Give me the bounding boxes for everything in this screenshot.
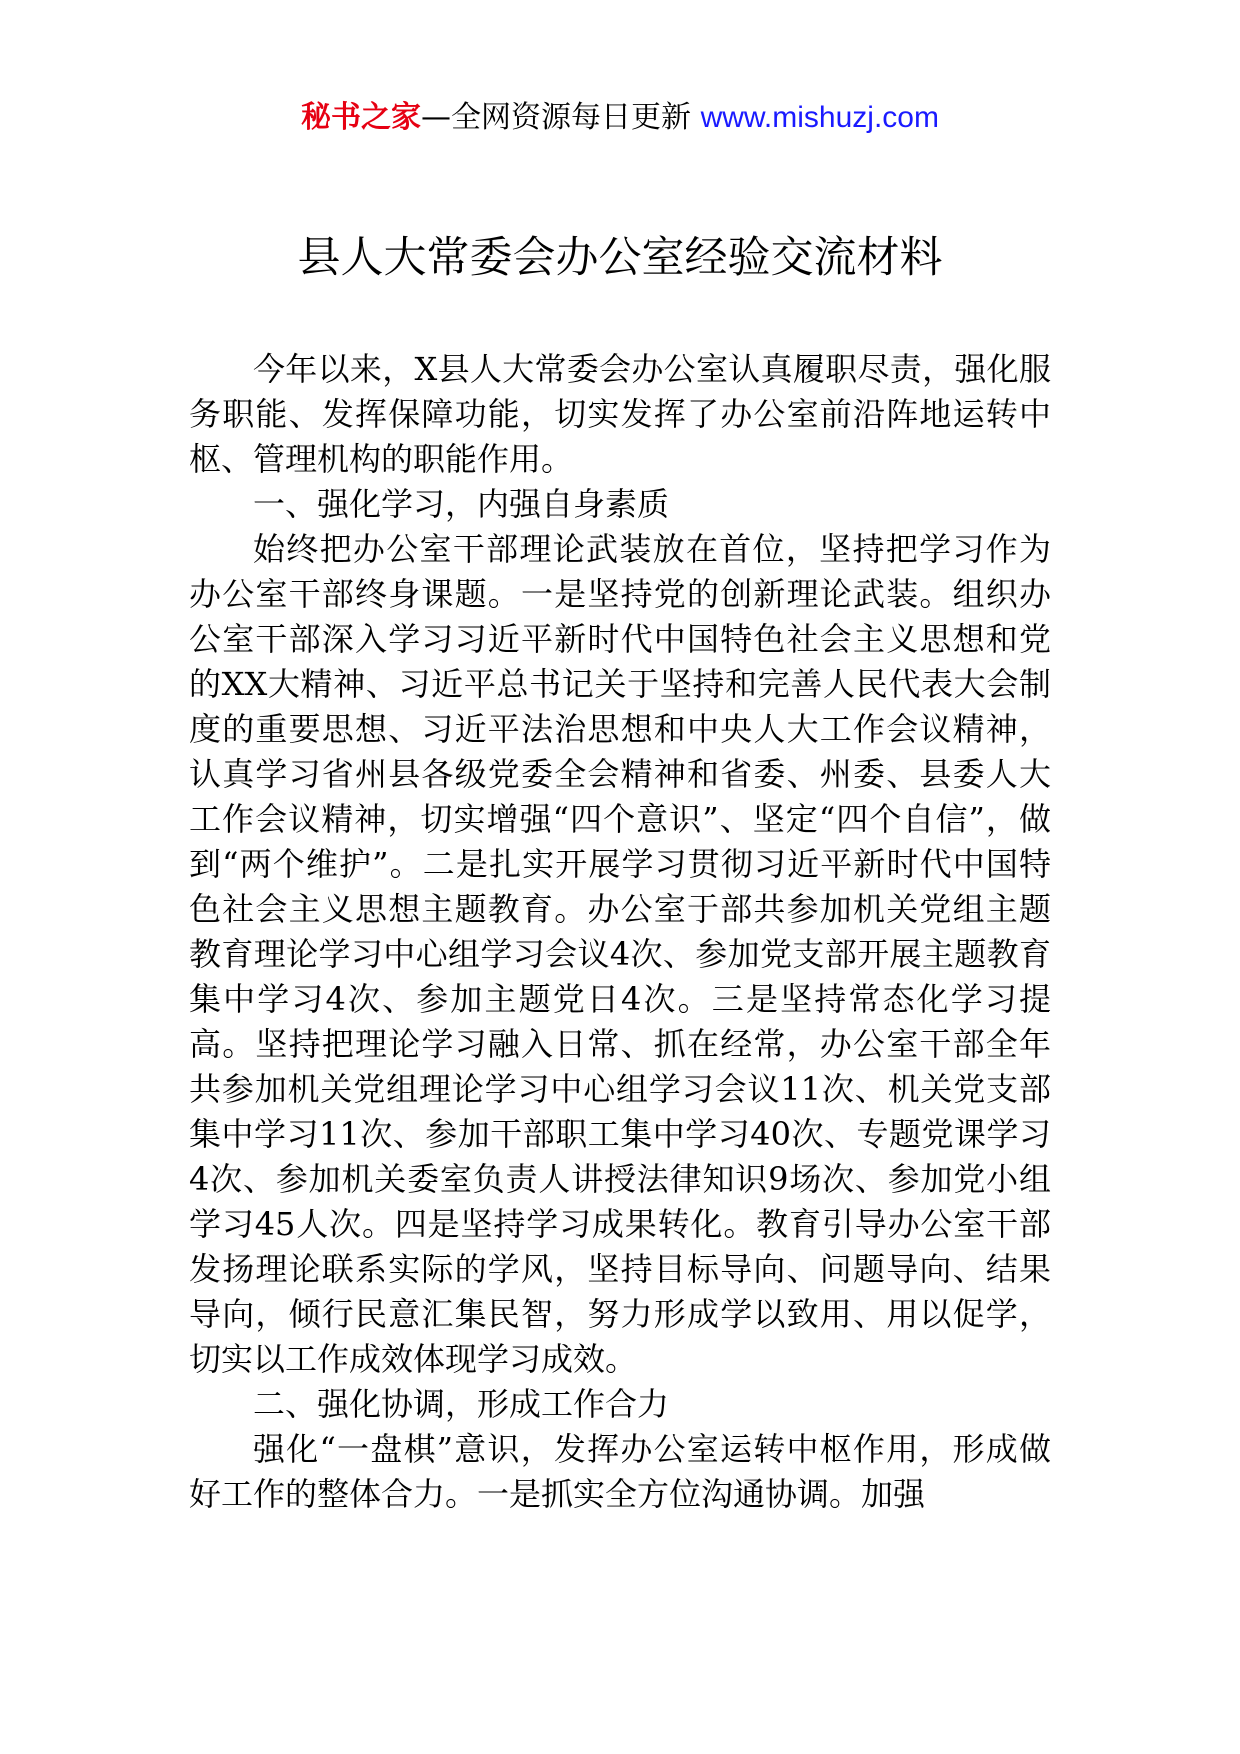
section-paragraph-1: 始终把办公室干部理论武装放在首位，坚持把学习作为办公室干部终身课题。一是坚持党的创新理论武装。组织办公室干部深入学习习近平新时代中国特色社会主义思想和党的XX大精神、习近平总书记关于坚持和完善人民代表大会制度的重要思想、习近平法治思想和中央人大工作会议精神，认真学习省州县各级党委全会精神和省委、州委、县委人大工作会议精神，切实增强“四个意识”、坚定“四个自信”，做到“两个维护”。二是扎实开展学习贯彻习近平新时代中国特色社会主义思想主题教育。办公室于部共参加机关党组主题教育理论学习中心组学习会议4次、参加党支部开展主题教育集中学习4次、参加主题党日4次。三是坚持常态化学习提高。坚持把理论学习融入日常、抓在经常，办公室干部全年共参加机关党组理论学习中心组学习会议11次、机关党支部集中学习11次、参加干部职工集中学习40次、专题党课学习4次、参加机关委室负责人讲授法律知识9场次、参加党小组学习45人次。四是坚持学习成果转化。教育引导办公室干部发扬理论联系实际的学风，坚持目标导向、问题导向、结果导向，倾行民意汇集民智，努力形成学以致用、用以促学，切实以工作成效体现学习成效。 [189,530,1051,1378]
site-header [0,98,1240,138]
site-url-link[interactable]: www.mishuzj.com [700,101,939,134]
section-heading-2: 二、强化协调，形成工作合力 [253,1385,670,1423]
site-slogan: —全网资源每日更新 [421,100,701,135]
section-paragraph-2: 强化“一盘棋”意识，发挥办公室运转中枢作用，形成做好工作的整体合力。一是抓实全方位沟通协调。加强 [189,1430,1051,1513]
document-title: 县人大常委会办公室经验交流材料 [297,233,943,283]
site-brand: 秘书之家 [301,100,422,135]
intro-paragraph: 今年以来，X县人大常委会办公室认真履职尽责，强化服务职能、发挥保障功能，切实发挥了办公室前沿阵地运转中枢、管理机构的职能作用。 [189,350,1051,478]
document-body [189,347,1051,1517]
section-heading-1: 一、强化学习，内强自身素质 [253,485,670,523]
